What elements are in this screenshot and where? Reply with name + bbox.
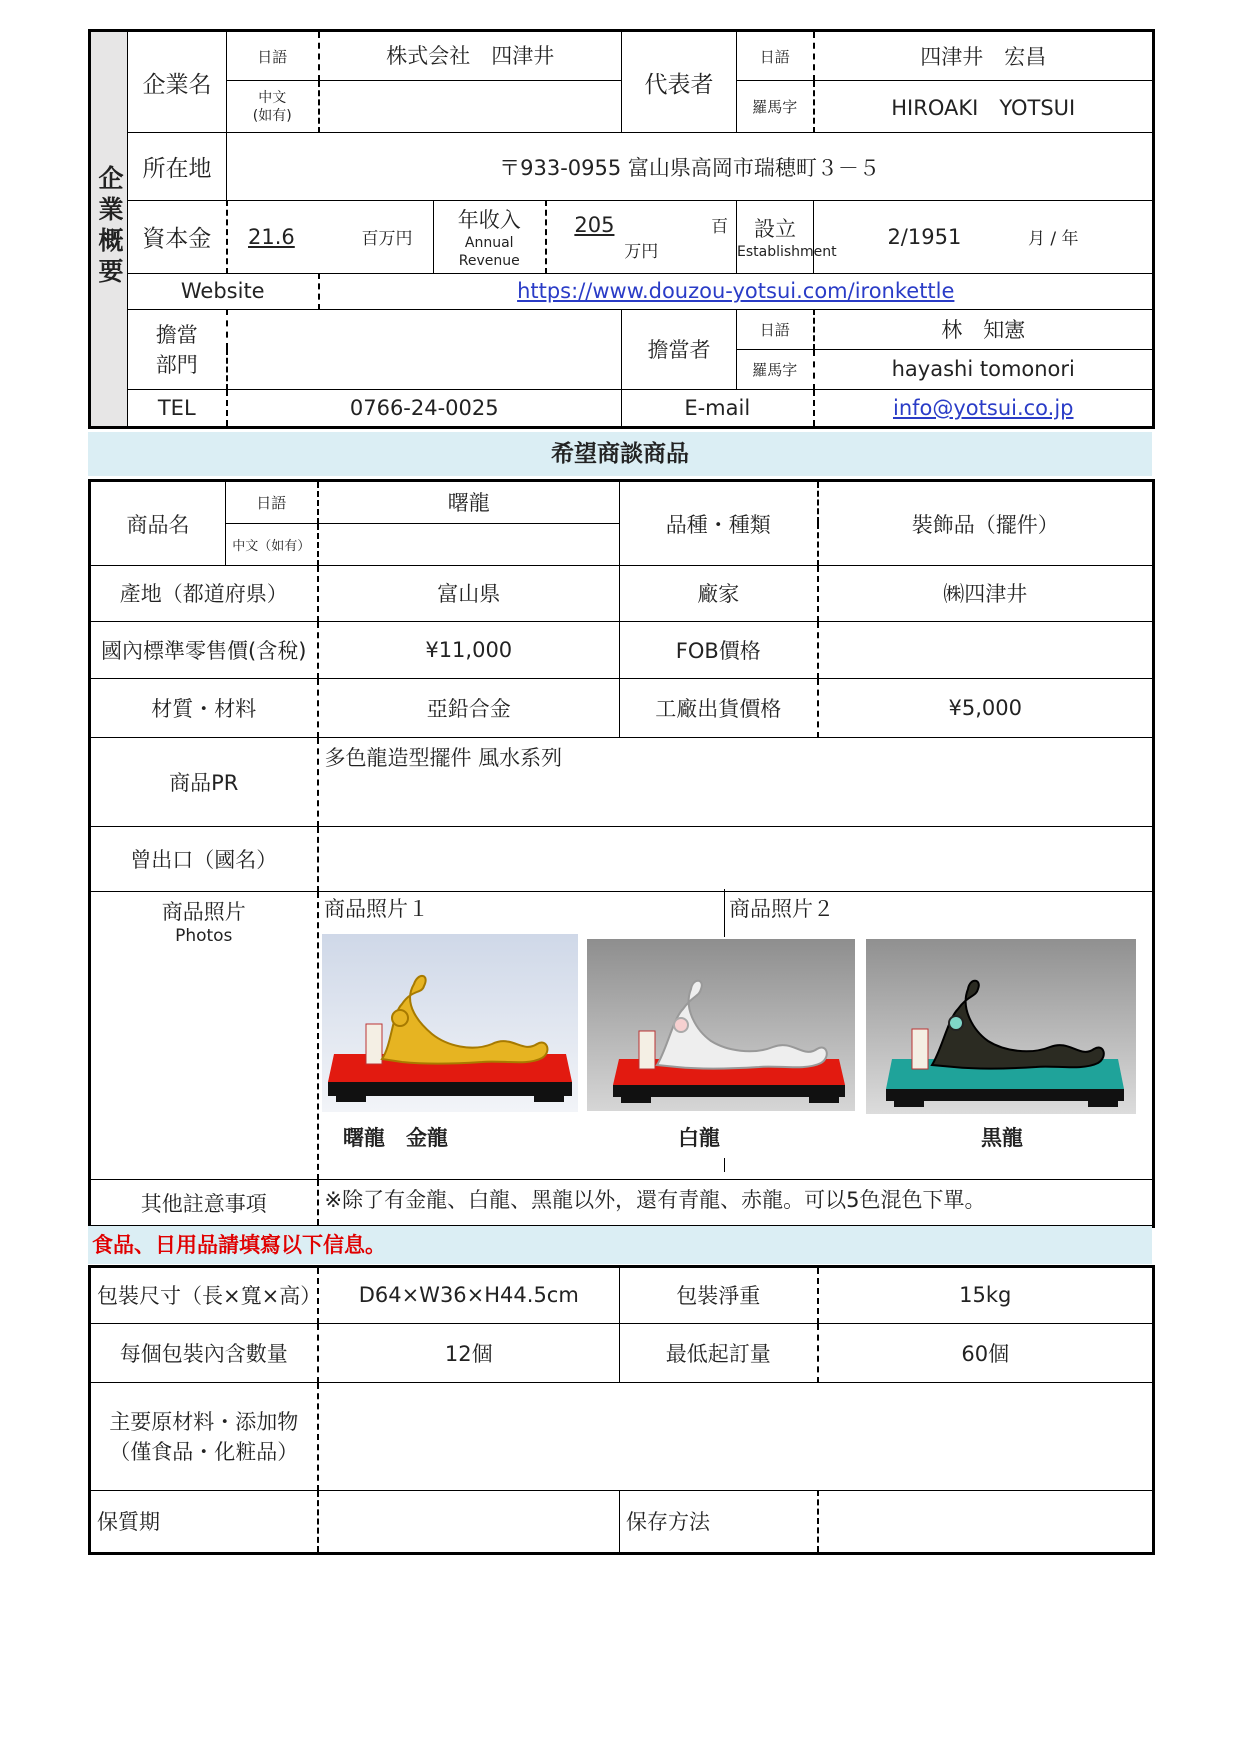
photo-divider-bottom xyxy=(724,1158,725,1172)
moq: 60個 xyxy=(818,1323,1154,1382)
factory: ¥5,000 xyxy=(818,679,1154,738)
category: 裝飾品（擺件） xyxy=(818,481,1154,566)
est-cell xyxy=(814,201,1154,273)
revenue-value: 205 xyxy=(574,212,615,237)
rep-label: 代表者 xyxy=(622,31,737,133)
est-label: 設立 Establishment xyxy=(737,201,814,273)
product-table xyxy=(88,479,1155,1228)
product-band: 希望商談商品 xyxy=(88,432,1152,476)
maker: ㈱四津井 xyxy=(818,566,1154,622)
shelf-label: 保質期 xyxy=(90,1490,318,1553)
rep-romaji: HIROAKI YOTSUI xyxy=(814,81,1154,133)
ingredients xyxy=(318,1383,1154,1491)
website-label: Website xyxy=(128,273,319,309)
category-label: 品種・種類 xyxy=(620,481,818,566)
material: 亞鉛合金 xyxy=(318,679,620,738)
email-label: E-mail xyxy=(622,389,814,427)
ingredients-label: 主要原材料・添加物 （僅食品・化粧品） xyxy=(90,1383,318,1491)
est-unit: 月 / 年 xyxy=(1028,229,1079,250)
company-name-ja: 株式会社 四津井 xyxy=(319,31,622,81)
moq-label: 最低起訂量 xyxy=(620,1323,818,1382)
shelf xyxy=(318,1490,620,1553)
revenue-unit: 百万円 xyxy=(624,216,729,262)
product-name-ja-lang: 日語 xyxy=(226,481,318,524)
photo-divider xyxy=(724,889,725,937)
storage xyxy=(818,1490,1154,1553)
tel-label: TEL xyxy=(128,389,227,427)
email-cell xyxy=(814,389,1154,427)
dept-label: 擔當 部門 xyxy=(128,309,227,389)
food-notice-band: 食品、日用品請填寫以下信息。 xyxy=(88,1226,1152,1264)
rep-ja: 四津井 宏昌 xyxy=(814,31,1154,81)
caption-black: 黒龍 xyxy=(981,1126,1023,1150)
storage-label: 保存方法 xyxy=(620,1490,818,1553)
weight: 15kg xyxy=(818,1267,1154,1324)
contact-label: 擔當者 xyxy=(622,309,737,389)
address-label: 所在地 xyxy=(128,133,227,201)
revenue-cell xyxy=(546,201,737,273)
website-cell xyxy=(319,273,1154,309)
packaging-table xyxy=(88,1265,1155,1555)
company-table xyxy=(88,29,1155,429)
factory-label: 工廠出貨價格 xyxy=(620,679,818,738)
pr: 多色龍造型擺件 風水系列 xyxy=(318,738,1154,827)
qty: 12個 xyxy=(318,1323,620,1382)
email-link[interactable]: info@yotsui.co.jp xyxy=(892,395,1074,420)
product-name-zh xyxy=(318,523,620,566)
export xyxy=(318,827,1154,892)
photo1-label: 商品照片１ xyxy=(324,897,429,921)
contact-ja-lang: 日語 xyxy=(737,309,814,349)
size: D64×W36×H44.5cm xyxy=(318,1267,620,1324)
maker-label: 廠家 xyxy=(620,566,818,622)
notes-label: 其他註意事項 xyxy=(90,1180,318,1227)
company-name-zh xyxy=(319,81,622,133)
capital-label: 資本金 xyxy=(128,201,227,273)
caption-white: 白龍 xyxy=(678,1126,720,1150)
size-label: 包裝尺寸（長×寬×高） xyxy=(90,1267,318,1324)
website-link[interactable]: https://www.douzou-yotsui.com/ironkettle xyxy=(517,279,955,304)
dept-value xyxy=(227,309,622,389)
contact-ja: 林 知憲 xyxy=(814,309,1154,349)
export-label: 曾出口（國名） xyxy=(90,827,318,892)
company-name-ja-lang: 日語 xyxy=(227,31,319,81)
capital-unit: 百万円 xyxy=(361,229,413,250)
black-dragon-photo xyxy=(866,939,1136,1114)
origin-label: 產地（都道府県） xyxy=(90,566,318,622)
photos-label: 商品照片 Photos xyxy=(90,891,318,1179)
company-name-label: 企業名 xyxy=(128,31,227,133)
tel: 0766-24-0025 xyxy=(227,389,622,427)
product-name-ja: 曙龍 xyxy=(318,481,620,524)
company-section-label: 企業概要 xyxy=(90,31,128,428)
contact-romaji: hayashi tomonori xyxy=(814,349,1154,389)
product-name-label: 商品名 xyxy=(90,481,226,566)
product-name-zh-lang: 中文（如有） xyxy=(226,523,318,566)
capital-cell xyxy=(227,201,434,273)
fob-label: FOB價格 xyxy=(620,621,818,679)
white-dragon-photo xyxy=(587,939,855,1111)
caption-gold: 曙龍 金龍 xyxy=(343,1126,448,1150)
est-value: 2/1951 xyxy=(887,225,962,250)
rep-ja-lang: 日語 xyxy=(737,31,814,81)
material-label: 材質・材料 xyxy=(90,679,318,738)
retail: ¥11,000 xyxy=(318,621,620,679)
photo2-label: 商品照片２ xyxy=(729,897,834,921)
capital-value: 21.6 xyxy=(248,225,295,250)
weight-label: 包裝淨重 xyxy=(620,1267,818,1324)
revenue-label: 年收入 Annual Revenue xyxy=(434,201,546,273)
retail-label: 國內標準零售價(含稅) xyxy=(90,621,318,679)
address: 〒933-0955 富山県高岡市瑞穂町３－５ xyxy=(227,133,1154,201)
pr-label: 商品PR xyxy=(90,738,318,827)
gold-dragon-photo xyxy=(322,934,578,1112)
fob xyxy=(818,621,1154,679)
qty-label: 每個包裝內含數量 xyxy=(90,1323,318,1382)
contact-romaji-lang: 羅馬字 xyxy=(737,349,814,389)
origin: 富山県 xyxy=(318,566,620,622)
notes: ※除了有金龍、白龍、黑龍以外，還有青龍、赤龍。可以5色混色下單。 xyxy=(318,1180,1154,1227)
rep-romaji-lang: 羅馬字 xyxy=(737,81,814,133)
company-name-zh-lang: 中文 (如有) xyxy=(227,81,319,133)
